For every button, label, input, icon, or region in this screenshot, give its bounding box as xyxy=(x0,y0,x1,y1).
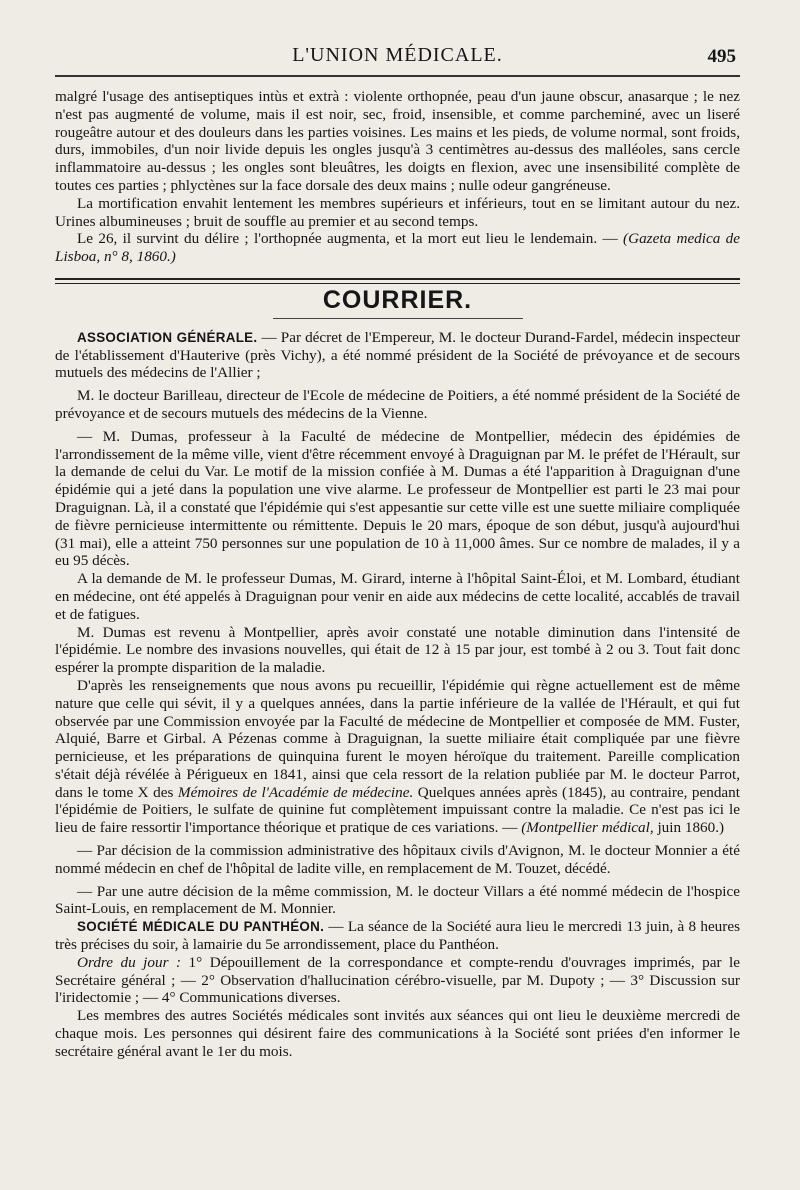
intro-paragraph-3-text: Le 26, il survint du délire ; l'orthopnée augmenta, et la mort eut lieu le lendemain. — xyxy=(77,230,618,248)
dumas-paragraph-4-text-b: Quelques années après (1845), au contraire, pendant l'épidémie de Poitiers, le sulfate de quinine fut complètement impuissant contre la maladie. Ce n'est pas ici le lieu de faire ressortir l'importance théorique et pratique de ces variations. — xyxy=(55,783,740,837)
barilleau-paragraph: M. le docteur Barilleau, directeur de l'Ecole de médecine de Poitiers, a été nommé président de la Société de prévoyance et de secours mutuels des médecins de la Vienne. xyxy=(55,387,740,422)
header-rule xyxy=(55,75,740,77)
section-title: COURRIER. xyxy=(322,285,473,314)
divider-thin xyxy=(55,283,740,284)
membres-paragraph: Les membres des autres Sociétés médicales sont invités aux séances qui ont lieu le deuxième mercredi de chaque mois. Les personnes qui désirent faire des communications à la Société sont priées d'en informer le secrétaire général avant le 1er du mois. xyxy=(55,1007,740,1060)
page-content xyxy=(55,88,740,1061)
running-title: L'UNION MÉDICALE. xyxy=(292,44,503,66)
ordre-du-jour-label: Ordre du jour : xyxy=(77,953,182,971)
pantheon-text: — La séance de la Société aura lieu le mercredi 13 juin, à 8 heures très précises du soir, à lamairie du 5e arrondissement, place du Panthéon. xyxy=(55,918,740,954)
intro-paragraph-3 xyxy=(55,230,740,266)
dumas-paragraph-3: M. Dumas est revenu à Montpellier, après avoir constaté une notable diminution dans l'intensité de l'épidémie. Le nombre des invasions nouvelles, qui était de 12 à 15 par jour, est tombé à 2 ou 3. Tout fait donc espérer la prompte disparition de la maladie. xyxy=(55,623,740,677)
association-paragraph xyxy=(55,329,740,382)
page-header xyxy=(55,40,740,74)
section-divider xyxy=(55,278,740,284)
villars-paragraph: — Par une autre décision de la même commission, M. le docteur Villars a été nommé médecin de l'hospice Saint-Louis, en remplacement de M. Monnier. xyxy=(55,882,740,918)
association-heading: ASSOCIATION GÉNÉRALE. xyxy=(77,329,258,345)
intro-paragraph-2: La mortification envahit lentement les membres supérieurs et inférieurs, tout en se limitant autour du nez. Urines albumineuses ; bruit de souffle au premier et au second temps. xyxy=(55,194,740,230)
section-title-underline xyxy=(273,318,523,319)
association-text: — Par décret de l'Empereur, M. le docteur Durand-Fardel, médecin inspecteur de l'établissement d'Hauterive (près Vichy), a été nommé président de la Société de prévoyance et de secours mutuels des médecins de l'Allier ; xyxy=(55,328,740,382)
montpellier-date: juin 1860.) xyxy=(653,819,725,837)
divider-thick xyxy=(55,278,740,280)
ordre-du-jour-text: 1° Dépouillement de la correspondance et compte-rendu d'ouvrages imprimés, par le Secrétaire général ; — 2° Observation d'hallucination cérébro-visuelle, par M. Dupoty ; — 3° Discussion sur l'iridectomie ; — 4° Communications diverses. xyxy=(55,953,740,1007)
ordre-du-jour-paragraph xyxy=(55,954,740,1007)
dumas-paragraph-4 xyxy=(55,677,740,837)
avignon-paragraph: — Par décision de la commission administrative des hôpitaux civils d'Avignon, M. le docteur Monnier a été nommé médecin en chef de l'hôpital de ladite ville, en remplacement de M. Touzet, décédé. xyxy=(55,842,740,877)
dumas-paragraph-1: — M. Dumas, professeur à la Faculté de médecine de Montpellier, médecin des épidémies de l'arrondissement de la même ville, vient d'être récemment envoyé à Draguignan par M. le préfet de l'Hérault, sur la demande de celui du Var. Le motif de la mission confiée à M. Dumas a été l'apparition à Draguignan d'une épidémie qui a jeté dans la population une vive alarme. Le professeur de Montpellier est parti le 23 mai pour Draguignan. Là, il a constaté que l'épidémie qui s'est appesantie sur cette ville est une suette miliaire compliquée de fièvre pernicieuse intermittente ou rémittente. Depuis le 20 mars, époque de son début, jusqu'à aujourd'hui (31 mai), elle a atteint 750 personnes sur une population de 10 à 11,000 âmes. Sur ce nombre de malades, il y a eu 95 décès. xyxy=(55,427,740,570)
montpellier-source: (Montpellier médical, xyxy=(521,819,654,837)
intro-paragraph-1: malgré l'usage des antiseptiques intùs et extrà : violente orthopnée, peau d'un jaune obscur, anasarque ; le nez n'est pas augmenté de volume, mais il est noir, sec, froid, insensible, et comme parcheminé, avec un liseré rougeâtre autour et des douleurs dans les parties voisines. Les mains et les pieds, de volume normal, sont froids, durs, immobiles, d'un noir livide depuis les ongles jusqu'à 3 centimètres au-dessus des malléoles, sans cercle inflammatoire au-dessus ; les ongles sont bleuâtres, les doigts en flexion, avec une insensibilité complète de toutes ces parties ; phlyctènes sur la face dorsale des deux mains ; nulle odeur gangréneuse. xyxy=(55,88,740,194)
pantheon-heading: SOCIÉTÉ MÉDICALE DU PANTHÉON. xyxy=(77,919,325,935)
memoires-title: Mémoires de l'Académie de médecine. xyxy=(177,783,414,801)
intro-source-citation: (Gazeta medica de Lisboa, n° 8, 1860.) xyxy=(55,230,741,266)
dumas-paragraph-4-text-a: D'après les renseignements que nous avons pu recueillir, l'épidémie qui règne actuellement est de même nature que celle qui sévit, il y a quelques années, dans la partie inférieure de la vallée de l'Hérault, et qui fut observée par une Commission envoyée par la Faculté de médecine de Montpellier et composée de MM. Fuster, Alquié, Barre et Girbal. A Pézenas comme à Draguignan, la suette miliaire était compliquée par une fièvre pernicieuse, et les préparations de quinquina furent le moyen héroïque du traitement. Pareille complication s'était déjà révélée à Périgueux en 1841, ainsi que cela ressort de la relation publiée par M. le docteur Parrot, dans le tome X des xyxy=(55,676,740,801)
page-number: 495 xyxy=(707,46,736,67)
pantheon-paragraph xyxy=(55,918,740,954)
dumas-paragraph-2: A la demande de M. le professeur Dumas, M. Girard, interne à l'hôpital Saint-Éloi, et M. Lombard, étudiant en médecine, ont été appelés à Draguignan pour venir en aide aux médecins de cette localité, accablés de travail et de fatigues. xyxy=(55,570,740,623)
